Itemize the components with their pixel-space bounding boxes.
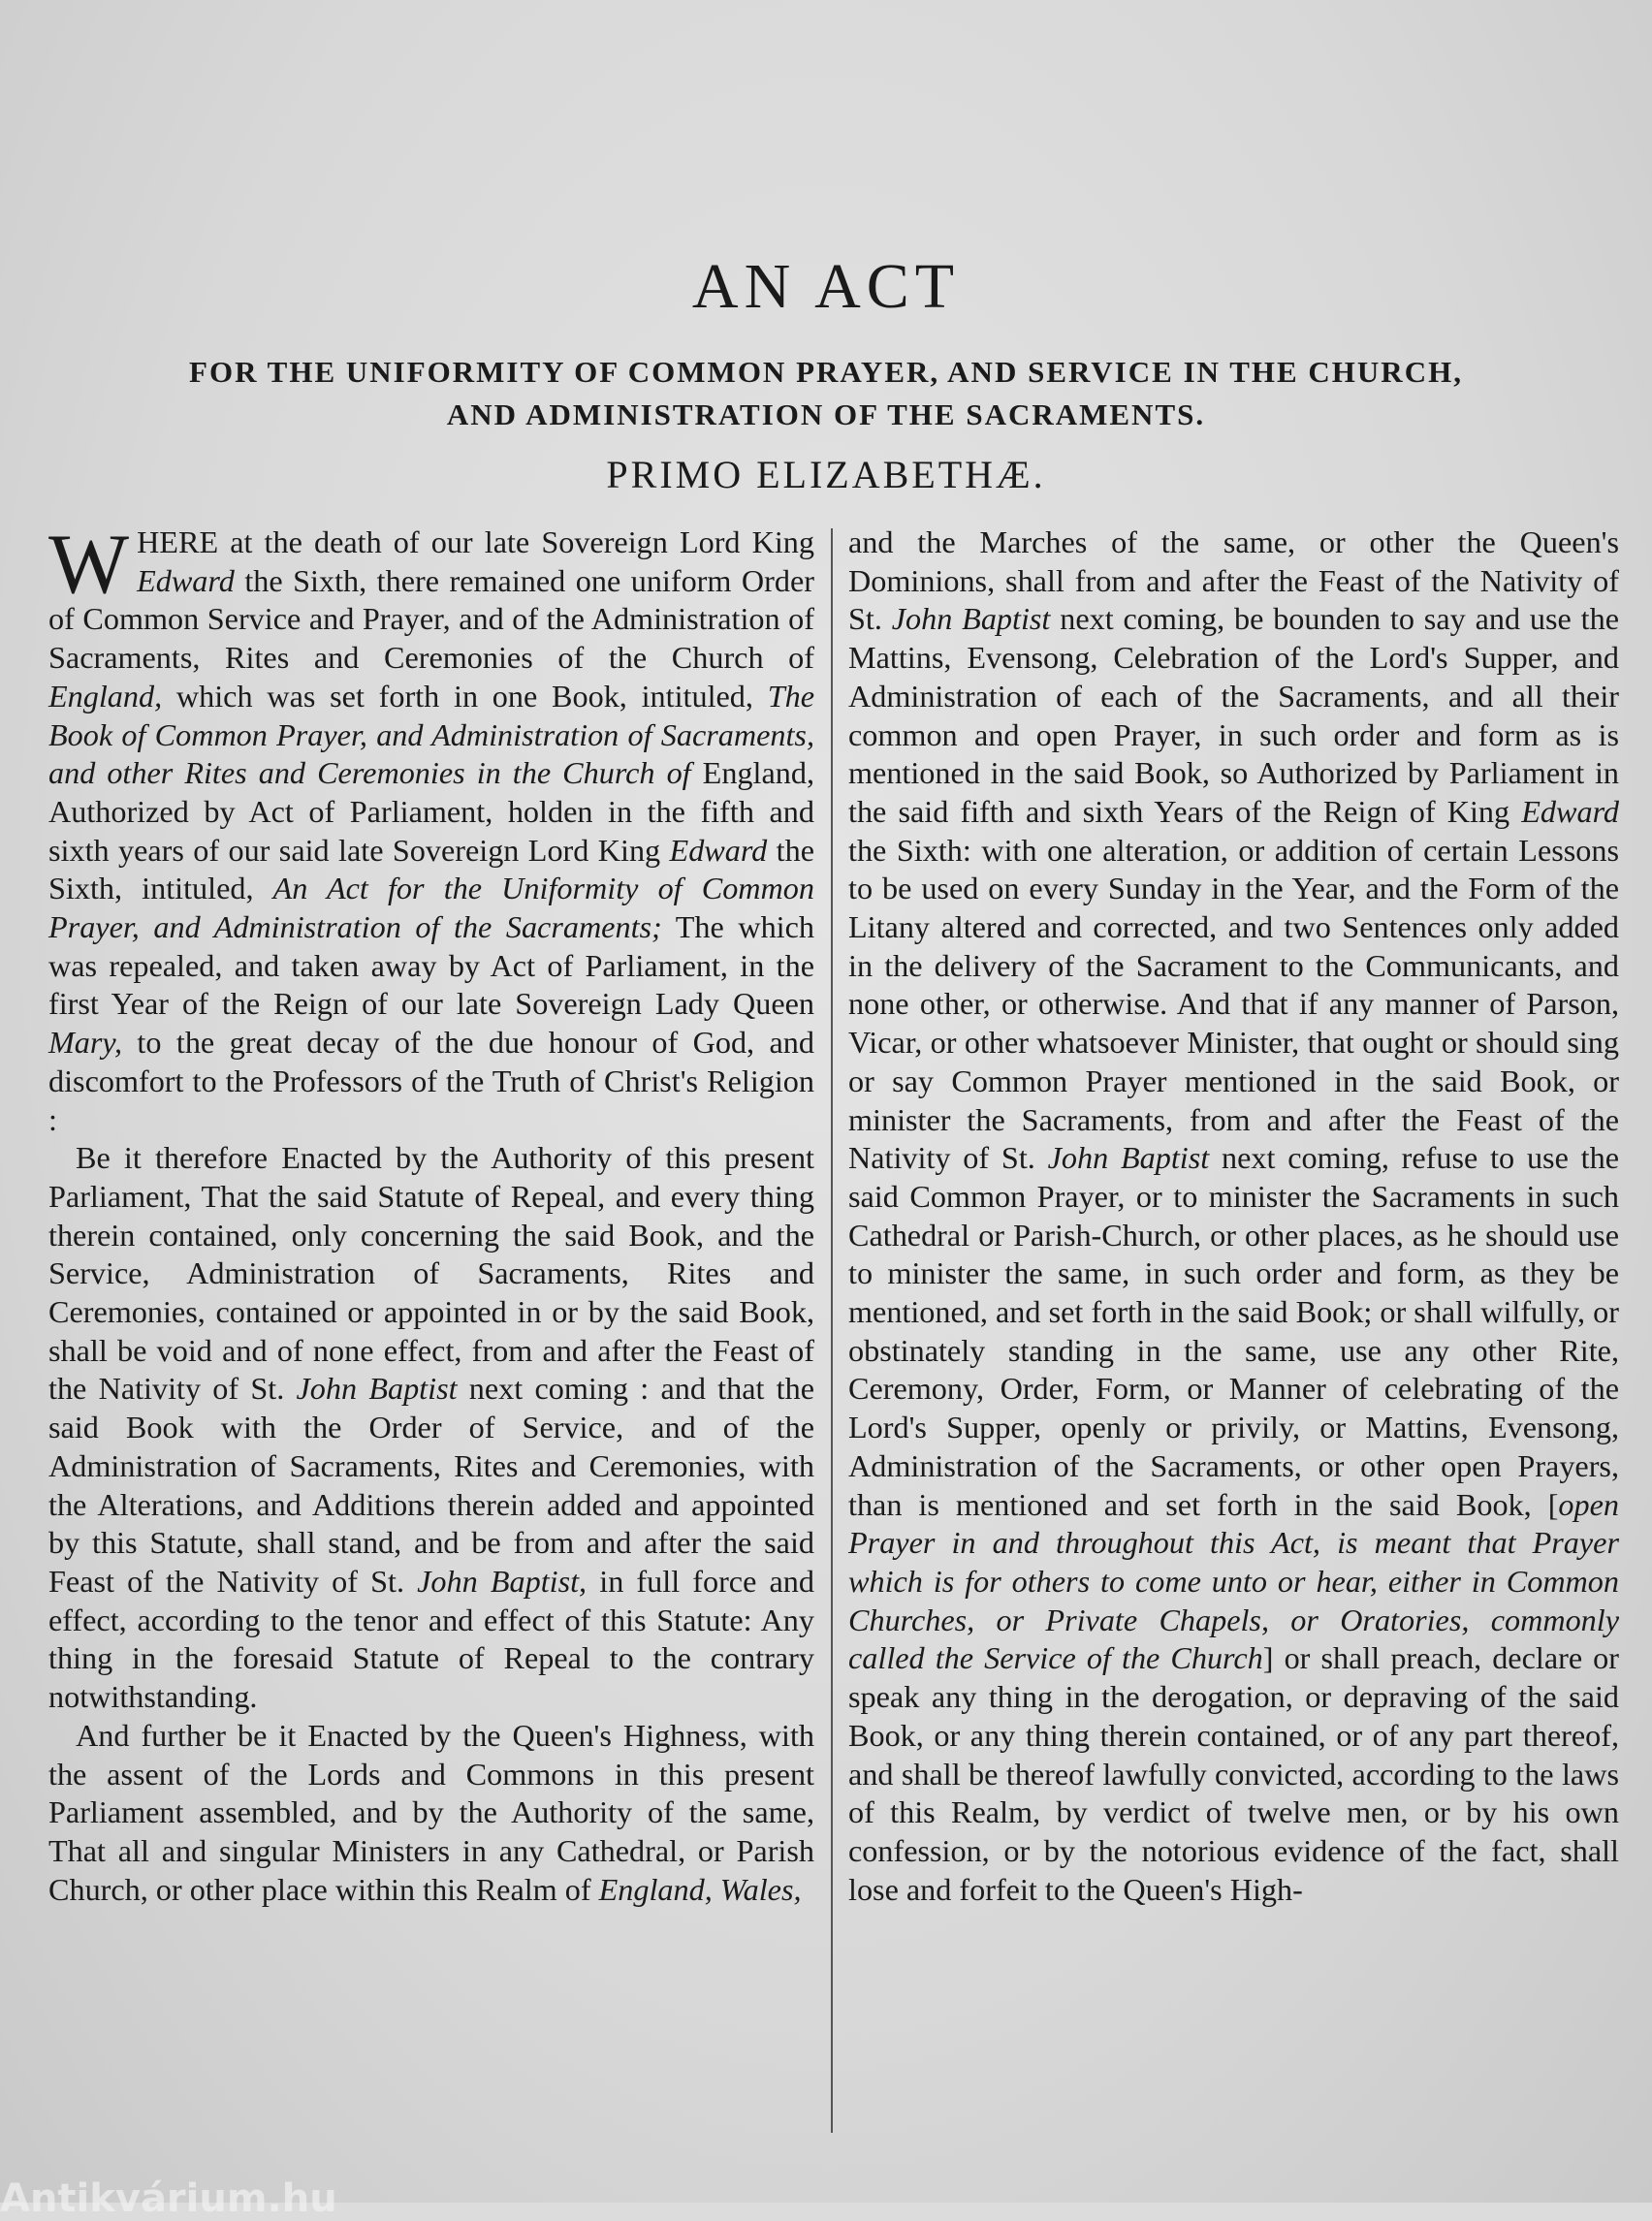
italic-run: John Baptist [1047, 1140, 1210, 1176]
paragraph-3 [48, 1717, 814, 1910]
italic-run: Edward [137, 562, 235, 598]
italic-run: England, [48, 678, 163, 714]
text-run: next coming, refuse to use the said Common Prayer, or to minister the Sacraments in such Cathedral or Parish-Church, or other places, as he should use to minister the same, in such order and form, as they be mentioned, and set forth in the said Book; or shall wilfully, or obstinately standing in the same, use any other Rite, Ceremony, Order, Form, or Manner of celebrating of the Lord's Supper, openly or privily, or Mattins, Evensong, Administration of the Sacraments, or other open Prayers, than is mentioned and set forth in the said Book, [ [848, 1140, 1620, 1522]
text-run: the Sixth: with one alteration, or addition of certain Lessons to be used on every Sunday in the Year, and the Form of the Litany altered and corrected, and two Sentences only added in the delivery of the Sacrament to the Communicants, and none other, or otherwise. And that if any manner of Parson, Vicar, or other whatsoever Minister, that ought or should sing or say Common Prayer mentioned in the said Book, or minister the Sacraments, from and after the Feast of the Nativity of St. [848, 832, 1619, 1176]
italic-run: John Baptist [891, 601, 1051, 637]
left-column [48, 518, 815, 1909]
text-run: and the Marches of the same, or other the Queen's Dominions, shall from and after the Feast of the Nativity of St. [848, 524, 1619, 637]
paragraph-1 [48, 518, 815, 1139]
act-title: AN ACT [691, 251, 961, 322]
text-run: the Sixth, intituled, [48, 832, 814, 906]
italic-run: Edward [1521, 793, 1619, 829]
watermark: Antikvárium.hu [0, 2176, 337, 2221]
italic-run: An Act for the Uniformity of Common Prayer, and Administration of the Sacraments; [48, 871, 814, 945]
text-run: which was set forth in one Book, intituled, [162, 678, 768, 714]
italic-run: England, Wales, [598, 1871, 802, 1907]
text-run: And further be it Enacted by the Queen's Highness, with the assent of the Lords and Commons in this present Parliament assembled, and by the Authority of the same, That all and singular Ministers in any Cathedral, or Parish Church, or other place within this Realm of [48, 1717, 814, 1907]
text-run: The which was repealed, and taken away by Act of Parliament, in the first Year of the Reign of our late Sovereign Lady Queen [48, 909, 815, 1022]
italic-run: open Prayer in and throughout this Act, is meant that Prayer which is for others to come unto or hear, either in Common Churches, or Private Chapels, or Oratories, commonly called the Service of the Church [848, 1486, 1619, 1676]
drop-cap: W [48, 518, 130, 612]
text-run: in full force and effect, according to the tenor and effect of this Statute: Any thing in the foresaid Statute of Repeal to the contrary notwithstanding. [48, 1563, 814, 1715]
italic-run: Edward [669, 832, 768, 868]
column-divider [831, 528, 833, 2133]
text-run: to the great decay of the due honour of God, and discomfort to the Professors of the Truth of Christ's Religion : [48, 1025, 814, 1137]
text-run: next coming, be bounden to say and use the Mattins, Evensong, Celebration of the Lord's Supper, and Administration of each of the Sacraments, and all their common and open Prayer, in such order and form as is mentioned in the said Book, so Authorized by Parliament in the said fifth and sixth Years of the Reign of King [848, 601, 1619, 829]
text-run: England, Authorized by Act of Parliament, holden in the fifth and sixth years of our said late Sovereign Lord King [48, 755, 814, 868]
subtitle-line-1: FOR THE UNIFORMITY OF COMMON PRAYER, AND SERVICE IN THE CHURCH, [189, 355, 1463, 389]
text-run: the Sixth, there remained one uniform Order of Common Service and Prayer, and of the Administration of Sacraments, Rites and Ceremonies of the Church of [48, 562, 814, 676]
paragraph-2 [48, 1139, 814, 1717]
paragraph-continued [848, 524, 1619, 1909]
text-run: HERE at the death of our late Sovereign Lord King [137, 524, 814, 559]
italic-run: The Book of Common Prayer, and Administration of Sacraments, and other Rites and Ceremonies in the Church of [48, 678, 814, 791]
regnal-heading: PRIMO ELIZABETHÆ. [606, 453, 1046, 496]
italic-run: Mary, [48, 1025, 122, 1061]
subtitle-line-2: AND ADMINISTRATION OF THE SACRAMENTS. [446, 397, 1206, 431]
italic-run: John Baptist [296, 1371, 458, 1407]
text-run: Be it therefore Enacted by the Authority of this present Parliament, That the said Statute of Repeal, and every thing therein contained, only concerning the said Book, and the Service, Administration of Sacraments, Rites and Ceremonies, contained or appointed in or by the said Book, shall be void and of none effect, from and after the Feast of the Nativity of St. [48, 1140, 814, 1407]
italic-run: John Baptist, [417, 1563, 588, 1599]
act-subtitle [58, 351, 1594, 436]
right-column [848, 524, 1619, 1909]
text-run: next coming : and that the said Book with the Order of Service, and of the Administration of Sacraments, Rites and Ceremonies, with the Alterations, and Additions therein added and appointed by this Statute, shall stand, and be from and after the said Feast of the Nativity of St. [48, 1371, 815, 1599]
text-run: ] or shall preach, declare or speak any thing in the derogation, or depraving of the said Book, or any thing therein contained, or of any part thereof, and shall be thereof lawfully convicted, according to the laws of this Realm, by verdict of twelve men, or by his own confession, or by the notorious evidence of the fact, shall lose and forfeit to the Queen's High- [848, 1640, 1619, 1907]
